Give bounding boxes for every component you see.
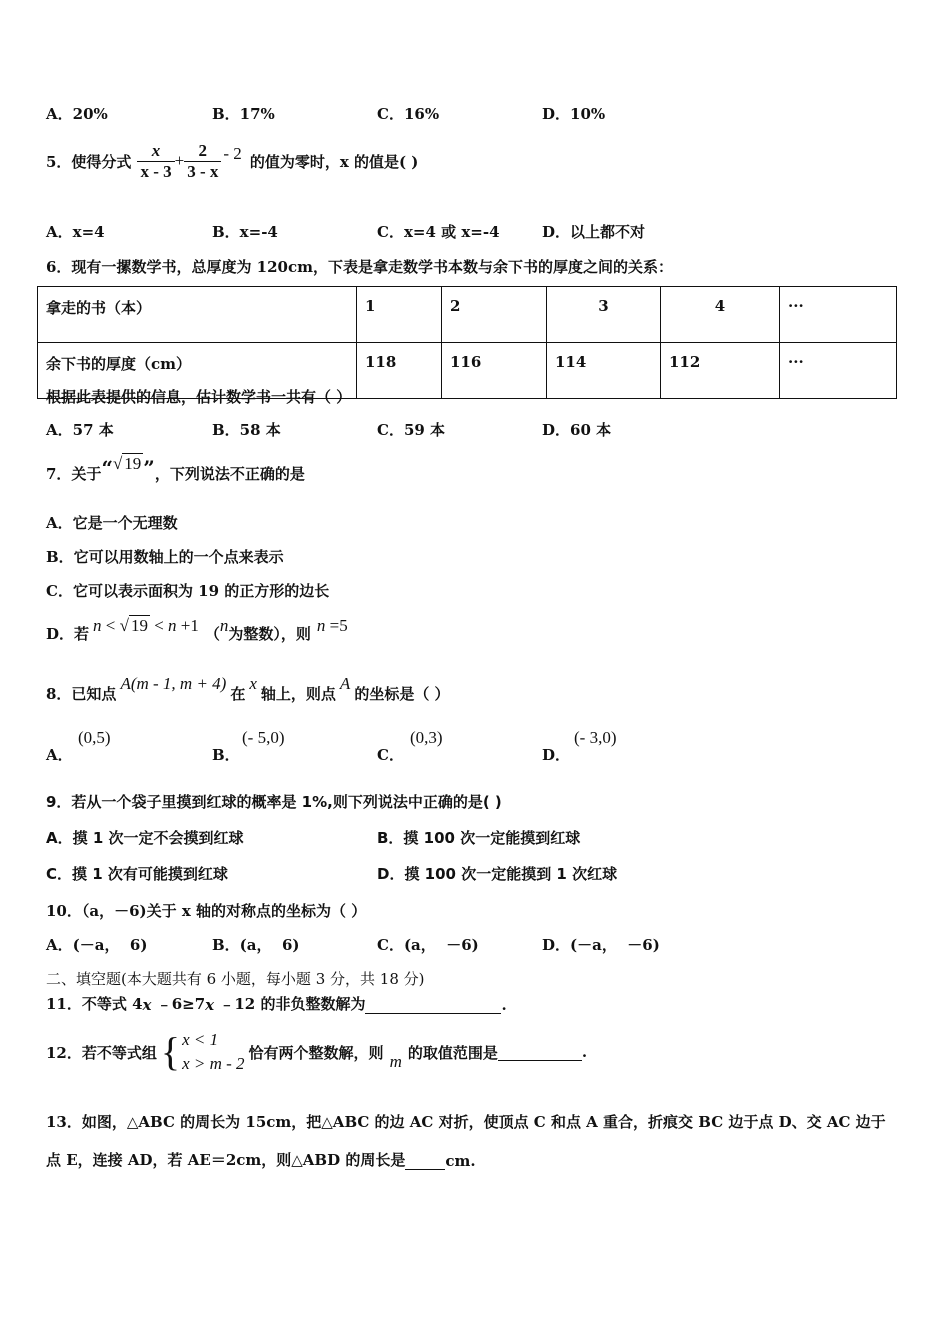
q8-point: A(m - 1, m + 4)	[120, 674, 227, 693]
q11-x2: x	[205, 996, 215, 1014]
q9-stem: 9．若从一个袋子里摸到红球的概率是 1%,则下列说法中正确的是( )	[46, 793, 502, 811]
table-row	[38, 287, 897, 343]
q5-fraction-1	[137, 141, 174, 182]
q12-line1: x < 1	[182, 1030, 219, 1049]
q7-d-n2: n	[168, 616, 177, 635]
q7-d-eq: =5	[325, 616, 348, 635]
q10-stem: 10．（a，－6)关于 x 轴的对称点的坐标为（ ）	[46, 902, 367, 920]
table-cell: ···	[780, 343, 897, 399]
q7-option-d[interactable]	[46, 612, 348, 644]
q11-prefix: 11．不等式 4	[46, 995, 143, 1013]
q12-mid: 恰有两个整数解，则	[248, 1043, 384, 1062]
q13-line2-suffix: cm.	[445, 1152, 476, 1170]
q7-d-paren-text: 为整数），则	[228, 625, 311, 643]
q4-option-a[interactable]: A．20%	[46, 105, 108, 123]
table-cell: 2	[442, 287, 547, 343]
q12-end: .	[581, 1043, 588, 1061]
table-cell: 4	[661, 287, 780, 343]
table-cell: 116	[442, 343, 547, 399]
q11-mid: ﹣6≥7	[151, 995, 206, 1013]
q8-axis: x	[249, 674, 257, 693]
q10-options	[46, 934, 910, 958]
q6-table	[37, 286, 897, 399]
q10-option-a[interactable]: A．(－a， 6)	[46, 936, 148, 954]
q9-option-b[interactable]: B．摸 100 次一定能摸到红球	[377, 829, 581, 847]
q8-prefix: 8．已知点	[46, 685, 117, 703]
q11-end: .	[501, 996, 507, 1014]
q12-brace-icon: {	[160, 1029, 181, 1074]
q8-option-c-value: (0,3)	[410, 728, 443, 747]
q4-options	[46, 103, 910, 127]
q6-option-b[interactable]: B．58 本	[212, 421, 281, 439]
q8-option-d-value: (- 3,0)	[574, 728, 617, 747]
q8-options	[46, 728, 910, 764]
q5-minus-two: - 2	[223, 144, 242, 163]
q9-option-d[interactable]: D．摸 100 次一定能摸到 1 次红球	[377, 865, 618, 883]
q7-d-n4: n	[316, 616, 326, 635]
q12-system	[161, 1028, 245, 1076]
q7-d-radicand: 19	[130, 616, 148, 635]
q13-line2	[46, 1149, 476, 1170]
q8-option-a-value: (0,5)	[78, 728, 111, 747]
q11-suffix: ﹣12 的非负整数解为	[214, 995, 366, 1013]
q7-radicand: 19	[124, 454, 142, 473]
q9-option-c[interactable]: C．摸 1 次有可能摸到红球	[46, 865, 228, 883]
q13-line1: 13．如图，△ABC 的周长为 15cm，把△ABC 的边 AC 对折，使顶点 C 和点 A 重合，折痕交 BC 边于点 D、交 AC 边于	[46, 1113, 886, 1131]
q7-d-lt2: <	[149, 616, 169, 635]
q10-option-d[interactable]: D．(－a， －6)	[542, 936, 660, 954]
q8-option-b-value: (- 5,0)	[242, 728, 285, 747]
q7-suffix: ，下列说法不正确的是	[154, 465, 305, 483]
q7-option-a[interactable]: A．它是一个无理数	[46, 514, 178, 532]
q5-options	[46, 221, 910, 245]
q12-system-lines	[182, 1028, 244, 1076]
table-cell: 拿走的书（本）	[38, 287, 357, 343]
q12-prefix: 12．若不等式组	[46, 1043, 157, 1062]
q5-prefix: 5．使得分式	[46, 152, 132, 171]
q8-mid2: 轴上，则点	[260, 685, 336, 703]
q12-var: m	[389, 1052, 402, 1071]
q12-suffix: 的取值范围是	[407, 1043, 498, 1062]
q12-answer-blank[interactable]	[498, 1044, 582, 1061]
q6-option-d[interactable]: D．60 本	[542, 421, 612, 439]
q8-option-c-label[interactable]: C．	[377, 746, 404, 764]
q7-d-plus1: +1	[176, 616, 199, 635]
q8-option-a-label[interactable]: A．	[46, 746, 73, 764]
q8-option-d-label[interactable]: D．	[542, 746, 571, 764]
section-2-title: 二、填空题(本大题共有 6 小题，每小题 3 分，共 18 分)	[46, 970, 425, 988]
q13-line2-prefix: 点 E，连接 AD，若 AE＝2cm，则△ABD 的周长是	[46, 1151, 406, 1169]
q7-open-quote: “	[101, 456, 113, 480]
q5-fraction-2	[184, 141, 221, 182]
table-cell: 1	[357, 287, 442, 343]
q13-answer-blank[interactable]	[405, 1153, 445, 1170]
table-cell: 118	[357, 343, 442, 399]
q5-suffix: 的值为零时，x 的值是( )	[249, 152, 419, 171]
q8-point-letter: A	[339, 674, 351, 693]
q6-option-a[interactable]: A．57 本	[46, 421, 114, 439]
q8-mid1: 在	[230, 685, 246, 703]
q11-stem	[46, 993, 507, 1014]
q5-plus: +	[174, 151, 185, 170]
q5-option-c[interactable]: C．x=4 或 x=-4	[377, 223, 500, 241]
q7-option-b[interactable]: B．它可以用数轴上的一个点来表示	[46, 548, 284, 566]
q8-option-b-label[interactable]: B．	[212, 746, 240, 764]
q5-frac1-numerator: x	[137, 141, 174, 162]
q5-frac1-denominator: x - 3	[140, 161, 172, 181]
q7-prefix: 7．关于	[46, 465, 102, 483]
q8-stem	[46, 670, 450, 704]
q6-options	[46, 419, 910, 443]
table-cell: 余下书的厚度（cm）	[38, 343, 357, 399]
q6-question: 根据此表提供的信息，估计数学书一共有（ ）	[46, 388, 352, 406]
q7-close-quote: ”	[143, 456, 155, 480]
q5-option-b[interactable]: B．x=-4	[212, 223, 278, 241]
q6-option-c[interactable]: C．59 本	[377, 421, 446, 439]
q5-frac2-denominator: 3 - x	[187, 161, 219, 181]
q7-d-n3: n	[219, 616, 229, 635]
q7-d-n1: n	[93, 616, 102, 635]
q9-options-row2	[46, 863, 910, 887]
q12-line2: x > m - 2	[182, 1054, 245, 1073]
q8-suffix: 的坐标是（ ）	[354, 685, 450, 703]
q12-stem	[46, 1022, 587, 1082]
q5-frac2-numerator: 2	[184, 141, 221, 162]
q5-stem	[46, 136, 418, 186]
q7-d-lt1: <	[101, 616, 120, 635]
q4-option-d[interactable]: D．10%	[542, 105, 606, 123]
q4-option-b[interactable]: B．17%	[212, 105, 275, 123]
q7-d-inequality	[93, 615, 199, 636]
q9-options-row1	[46, 827, 910, 851]
q7-option-c[interactable]: C．它可以表示面积为 19 的正方形的边长	[46, 582, 330, 600]
q10-option-b[interactable]: B．(a， 6)	[212, 936, 300, 954]
table-cell: 112	[661, 343, 780, 399]
q7-sqrt: √ 19	[112, 454, 142, 473]
q9-option-a[interactable]: A．摸 1 次一定不会摸到红球	[46, 829, 244, 847]
q7-d-sqrt: √ 19	[119, 616, 148, 635]
q5-option-d[interactable]: D．以上都不对	[542, 223, 646, 241]
table-cell: 3	[547, 287, 661, 343]
q7-d-paren-open: （	[204, 625, 220, 643]
table-cell: ···	[780, 287, 897, 343]
q4-option-c[interactable]: C．16%	[377, 105, 440, 123]
q7-d-prefix: D．若	[46, 625, 90, 643]
q5-option-a[interactable]: A．x=4	[46, 223, 105, 241]
q6-stem: 6．现有一摞数学书，总厚度为 120cm，下表是拿走数学书本数与余下书的厚度之间的关系：	[46, 258, 673, 276]
q11-x1: x	[142, 996, 152, 1014]
q10-option-c[interactable]: C．(a， －6)	[377, 936, 479, 954]
q11-answer-blank[interactable]	[365, 997, 501, 1014]
q7-stem	[46, 452, 305, 484]
table-cell: 114	[547, 343, 661, 399]
